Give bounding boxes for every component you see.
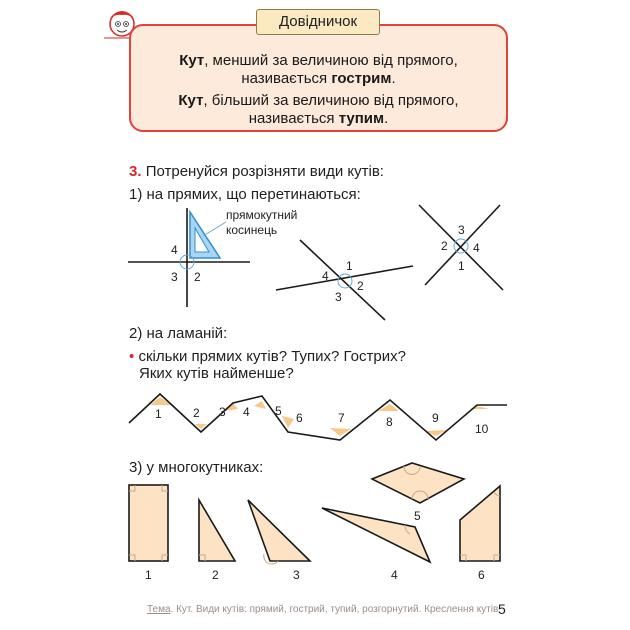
- task-part-2: 2) на ламаній:: [129, 325, 228, 342]
- angle-label: 4: [322, 269, 329, 283]
- polygon-pentagon: [460, 486, 500, 561]
- polyline-angle-label: 2: [193, 406, 200, 420]
- polyline-angle-label: 5: [275, 404, 282, 418]
- angle-label: 2: [441, 239, 448, 253]
- angle-label: 1: [346, 259, 353, 273]
- polygon-label: 5: [414, 509, 421, 523]
- polyline-angle-label: 3: [219, 405, 226, 419]
- polyline-angle-label: 4: [243, 405, 250, 419]
- reference-line-2: називається гострим.: [241, 70, 396, 87]
- task-heading: 3. Потренуйся розрізняти види кутів:: [129, 163, 384, 180]
- polygon-obtuse-triangle: [248, 500, 310, 564]
- angle-label: 4: [473, 241, 480, 255]
- set-square-caption-1: прямокутний: [226, 208, 298, 222]
- polyline-angle-label: 9: [432, 411, 439, 425]
- polygon-label: 1: [145, 568, 152, 582]
- polygon-rhombus: [372, 463, 464, 503]
- reference-title: Довідничок: [256, 9, 380, 35]
- polyline-angle-label: 1: [155, 407, 162, 421]
- angle-label: 3: [458, 223, 465, 237]
- task-part-1: 1) на прямих, що перетинаються:: [129, 186, 361, 203]
- reference-line-3: Кут, більший за величиною від прямого,: [178, 92, 459, 109]
- reference-line-1: Кут, менший за величиною від прямого,: [179, 52, 458, 69]
- polyline-angle-label: 7: [338, 411, 345, 425]
- angle-label: 3: [335, 290, 342, 304]
- set-square-caption-2: косинець: [226, 223, 278, 237]
- angle-label: 2: [194, 270, 201, 284]
- polyline-angle-label: 6: [296, 411, 303, 425]
- reference-line-4: називається тупим.: [248, 110, 389, 127]
- task-question-1: • скільки прямих кутів? Тупих? Гострих?: [129, 348, 406, 365]
- polygon-label: 4: [391, 568, 398, 582]
- polygon-right-triangle: [199, 500, 235, 561]
- angle-label: 1: [458, 259, 465, 273]
- task-question-2: Яких кутів найменше?: [139, 365, 294, 382]
- polygon-label: 6: [478, 568, 485, 582]
- footer-topic: Тема. Кут. Види кутів: прямий, гострий, тупий, розгорнутий. Креслення кутів: [147, 604, 499, 615]
- polygon-rectangle: [129, 485, 168, 561]
- task-part-3: 3) у многокутниках:: [129, 459, 264, 476]
- polyline-angle-label: 10: [475, 422, 489, 436]
- angle-label: 3: [171, 270, 178, 284]
- angle-label: 2: [357, 279, 364, 293]
- polygon-label: 2: [212, 568, 219, 582]
- page-number: 5: [498, 601, 506, 617]
- angle-label: 4: [171, 243, 178, 257]
- polygon-label: 3: [293, 568, 300, 582]
- polyline-angle-label: 8: [386, 415, 393, 429]
